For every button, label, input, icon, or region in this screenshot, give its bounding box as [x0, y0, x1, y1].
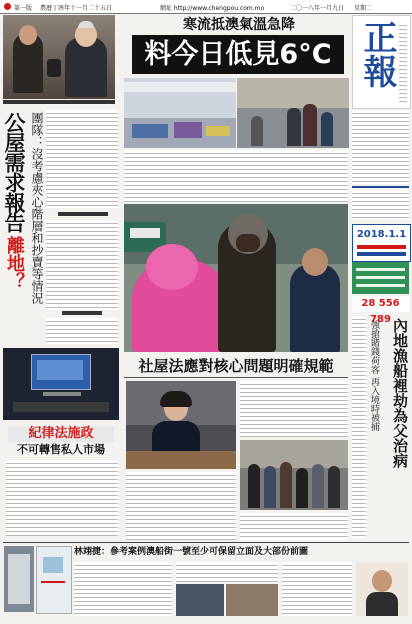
bottom-rule — [3, 542, 409, 543]
issue-date: 二〇一八年一月九日 — [290, 5, 345, 12]
article-body-center-bottom — [240, 513, 348, 540]
headline-top-kicker: 寒流抵澳氣溫急降 — [183, 17, 295, 33]
officials-photo — [3, 15, 115, 99]
publisher-info — [352, 110, 409, 184]
lunar-date: 農曆丁酉年十一月二十五日 — [40, 5, 113, 12]
article-body-center-left — [126, 472, 236, 540]
article-body-lecture — [6, 460, 118, 536]
article-body-housing-2 — [46, 220, 118, 310]
article-body-bottom-3 — [282, 562, 352, 616]
street-crowd-photo — [237, 78, 349, 148]
center-rule — [124, 377, 348, 378]
ad-year: 2018.1.1 — [356, 229, 407, 240]
cold-weather-photo — [124, 204, 348, 352]
subhead-1 — [58, 212, 108, 216]
right-story-sub: 強搶賭錢荷客 再入境時被捕 — [369, 320, 379, 431]
article-body-bottom-1 — [74, 562, 172, 616]
headline-big: 公屋需求報告 — [2, 112, 26, 232]
website-label: 網址 http://www.chengpou.com.mo — [160, 5, 265, 12]
headline-top-main: 料今日低見6°C — [144, 39, 332, 70]
logo-text: 正報 — [357, 20, 397, 88]
article-body-bottom-2 — [176, 562, 278, 582]
lecture-photo — [3, 348, 119, 420]
article-body-housing-3 — [46, 318, 118, 344]
article-body-center-right — [240, 381, 348, 437]
bottom-photo-1 — [4, 546, 34, 612]
logo-box — [352, 15, 411, 109]
headline-sub: 團隊：沒考慮夾心階層和抄賣等情況 — [30, 112, 44, 304]
crowd-photo — [240, 440, 348, 510]
weekday: 星期二 — [354, 5, 373, 12]
right-story-title: 內地漁船裡劫為父治病 — [391, 318, 409, 468]
headline-big-red: 離地？ — [4, 236, 25, 290]
masthead-bar — [0, 0, 412, 14]
bottom-map — [36, 546, 72, 614]
lecture-sub: 不可轉售私人市場 — [17, 443, 105, 456]
photo-caption-bar — [3, 100, 115, 104]
cold-shelter-photo — [124, 78, 236, 148]
ad-block — [352, 224, 411, 262]
center-story-title: 社屋法應對核心問題明確規範 — [138, 357, 334, 375]
masthead-logo-icon — [4, 3, 11, 10]
article-headline-housing — [3, 112, 27, 294]
page-label: 第一版 — [14, 5, 33, 12]
lecture-title: 紀律法施政 — [8, 426, 114, 442]
phone-number: 28 556 789 — [352, 296, 409, 312]
bottom-photo-3 — [226, 584, 278, 616]
article-body-right — [352, 316, 366, 538]
columnist-photo — [356, 562, 408, 616]
subhead-2 — [62, 311, 102, 315]
article-body-cold — [124, 150, 348, 202]
headline-top-banner — [132, 35, 344, 74]
bottom-headline: 林翊捷：參考案例澳船街一號至少可保留立面及大部份前圖 — [74, 547, 309, 557]
publisher-info-2 — [352, 190, 409, 220]
ad-green-band — [352, 262, 409, 294]
bottom-photo-2 — [176, 584, 224, 616]
article-body-housing — [46, 110, 118, 208]
speaker-photo — [126, 381, 236, 469]
info-rule — [352, 186, 409, 188]
